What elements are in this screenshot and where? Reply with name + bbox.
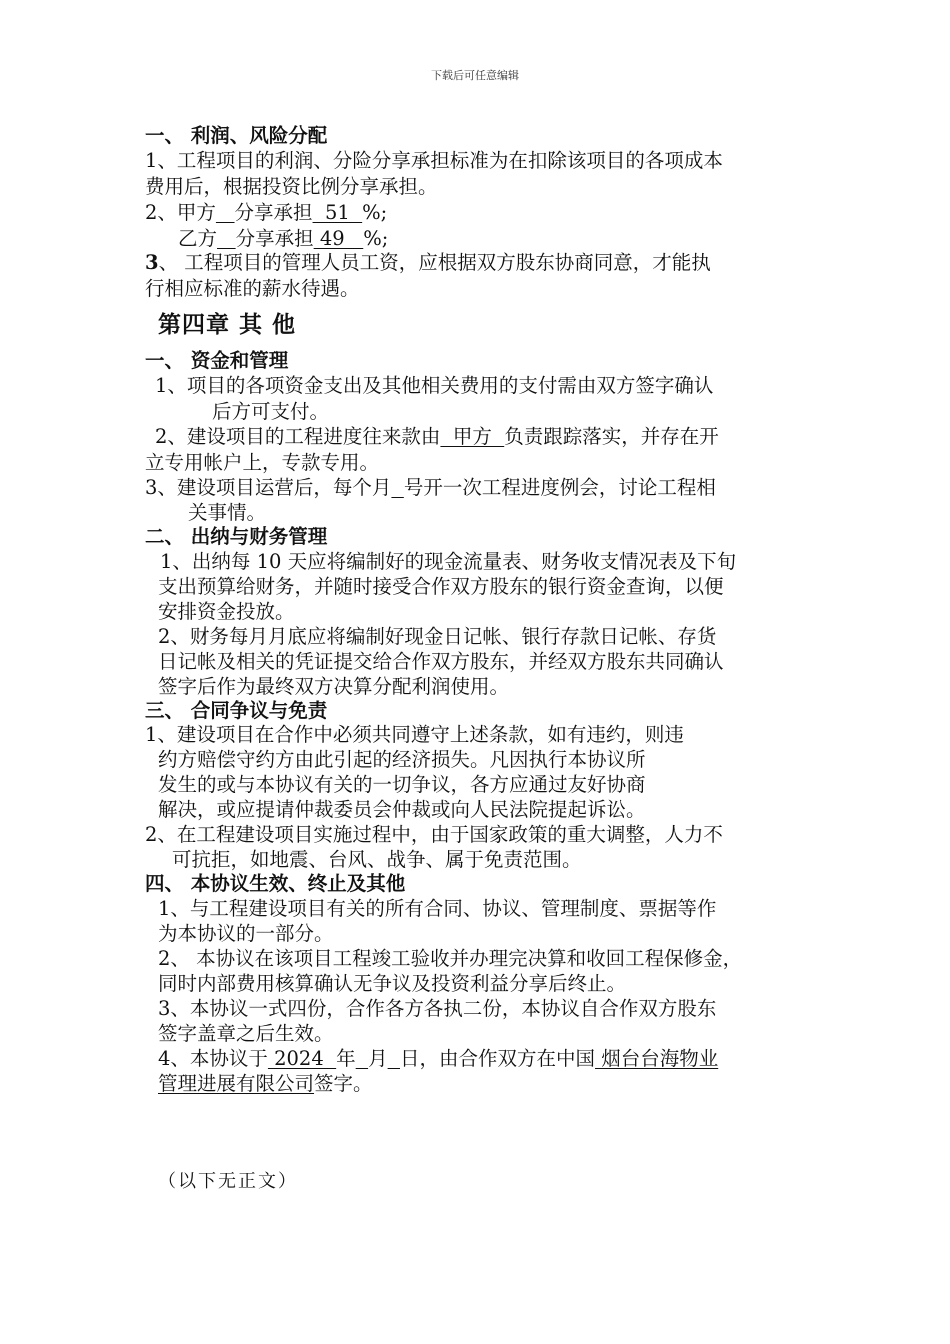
paragraph-line: 同时内部费用核算确认无争议及投资利益分享后终止。	[158, 972, 627, 995]
party-a-blank	[216, 201, 235, 224]
item-number: 3	[145, 251, 159, 274]
text: 日，由合作双方在中国	[400, 1047, 596, 1070]
paragraph-line: 立专用帐户上，专款专用。	[145, 451, 380, 474]
day-blank	[388, 1047, 400, 1070]
signing-place: 烟台台海物业	[595, 1047, 719, 1070]
text: 、 工程项目的管理人员工资，应根据双方股东协商同意，才能执	[158, 251, 711, 274]
paragraph-line: 2、财务每月月底应将编制好现金日记帐、银行存款日记帐、存货	[158, 625, 717, 648]
signing-year: 2024	[267, 1047, 337, 1070]
text: %;	[362, 201, 388, 224]
paragraph-line: 3、本协议一式四份，合作各方各执二份，本协议自合作双方股东	[158, 997, 717, 1020]
text: 乙方	[178, 227, 218, 250]
section-title-profit-risk: 一、 利润、风险分配	[145, 124, 328, 147]
month-blank	[356, 1047, 368, 1070]
paragraph-line: 1、工程项目的利润、分险分享承担标准为在扣除该项目的各项成本	[145, 149, 723, 172]
text: 月	[368, 1047, 388, 1070]
paragraph-line: 解决，或应提请仲裁委员会仲裁或向人民法院提起诉讼。	[158, 798, 646, 821]
text: 负责跟踪落实，并存在开	[504, 425, 719, 448]
paragraph-line: 关事情。	[188, 501, 267, 524]
responsible-party: 甲方	[440, 425, 505, 448]
chapter-title: 第四章 其 他	[158, 311, 297, 338]
text: 分享承担	[234, 201, 313, 224]
paragraph-line: 发生的或与本协议有关的一切争议，各方应通过友好协商	[158, 773, 646, 796]
section-title-disputes: 三、 合同争议与免责	[145, 699, 328, 722]
text: 2、甲方	[145, 201, 216, 224]
paragraph-line: 签字后作为最终双方决算分配利润使用。	[158, 675, 510, 698]
signing-place-cont: 管理进展有限公司	[158, 1072, 315, 1095]
paragraph-line: 1、建设项目在合作中必须共同遵守上述条款，如有违约，则违	[145, 723, 684, 746]
text: %;	[363, 227, 389, 250]
text: 3、建设项目运营后，每个月	[145, 476, 392, 499]
paragraph-line: 2、 本协议在该项目工程竣工验收并办理完决算和收回工程保修金，	[158, 947, 743, 970]
text: 号开一次工程进度例会，讨论工程相	[403, 476, 716, 499]
text: 年	[336, 1047, 356, 1070]
paragraph-line: 安排资金投放。	[158, 600, 295, 623]
party-b-blank	[217, 227, 236, 250]
paragraph-line	[158, 1071, 373, 1097]
paragraph-line: 日记帐及相关的凭证提交给合作双方股东，并经双方股东共同确认	[158, 650, 724, 673]
party-b-share-line	[178, 226, 388, 252]
text: 分享承担	[235, 227, 314, 250]
paragraph-line: 可抗拒，如地震、台风、战争、属于免责范围。	[172, 848, 582, 871]
paragraph-line	[145, 475, 716, 501]
paragraph-line: 后方可支付。	[212, 400, 330, 423]
section-title-funds: 一、 资金和管理	[145, 349, 289, 372]
paragraph-line: 支出预算给财务，并随时接受合作双方股东的银行资金查询，以便	[158, 575, 724, 598]
paragraph-line: 1、出纳每 10 天应将编制好的现金流量表、财务收支情况表及下旬	[160, 550, 737, 573]
section-title-effectiveness: 四、 本协议生效、终止及其他	[145, 872, 406, 895]
meeting-day-blank	[391, 476, 403, 499]
end-note: （以下无正文）	[158, 1171, 298, 1192]
paragraph-line: 为本协议的一部分。	[158, 922, 334, 945]
signing-date-line	[158, 1046, 718, 1072]
paragraph-line: 1、与工程建设项目有关的所有合同、协议、管理制度、票据等作	[158, 897, 717, 920]
paragraph-line: 费用后，根据投资比例分享承担。	[145, 175, 438, 198]
paragraph-line: 行相应标准的薪水待遇。	[145, 277, 360, 300]
paragraph-line: 2、在工程建设项目实施过程中，由于国家政策的重大调整，人力不	[145, 823, 723, 846]
party-a-share-line	[145, 200, 387, 226]
paragraph-line	[155, 424, 719, 450]
text: 2、建设项目的工程进度往来款由	[155, 425, 441, 448]
paragraph-line	[145, 250, 711, 276]
paragraph-line: 签字盖章之后生效。	[158, 1022, 334, 1045]
page-header: 下载后可任意编辑	[431, 69, 519, 82]
text: 签字。	[314, 1072, 373, 1095]
paragraph-line: 1、项目的各项资金支出及其他相关费用的支付需由双方签字确认	[155, 374, 714, 397]
party-b-percent: 49	[313, 227, 364, 250]
party-a-percent: 51	[312, 201, 363, 224]
section-title-cashier: 二、 出纳与财务管理	[145, 525, 328, 548]
text: 4、本协议于	[158, 1047, 268, 1070]
paragraph-line: 约方赔偿守约方由此引起的经济损失。凡因执行本协议所	[158, 748, 646, 771]
